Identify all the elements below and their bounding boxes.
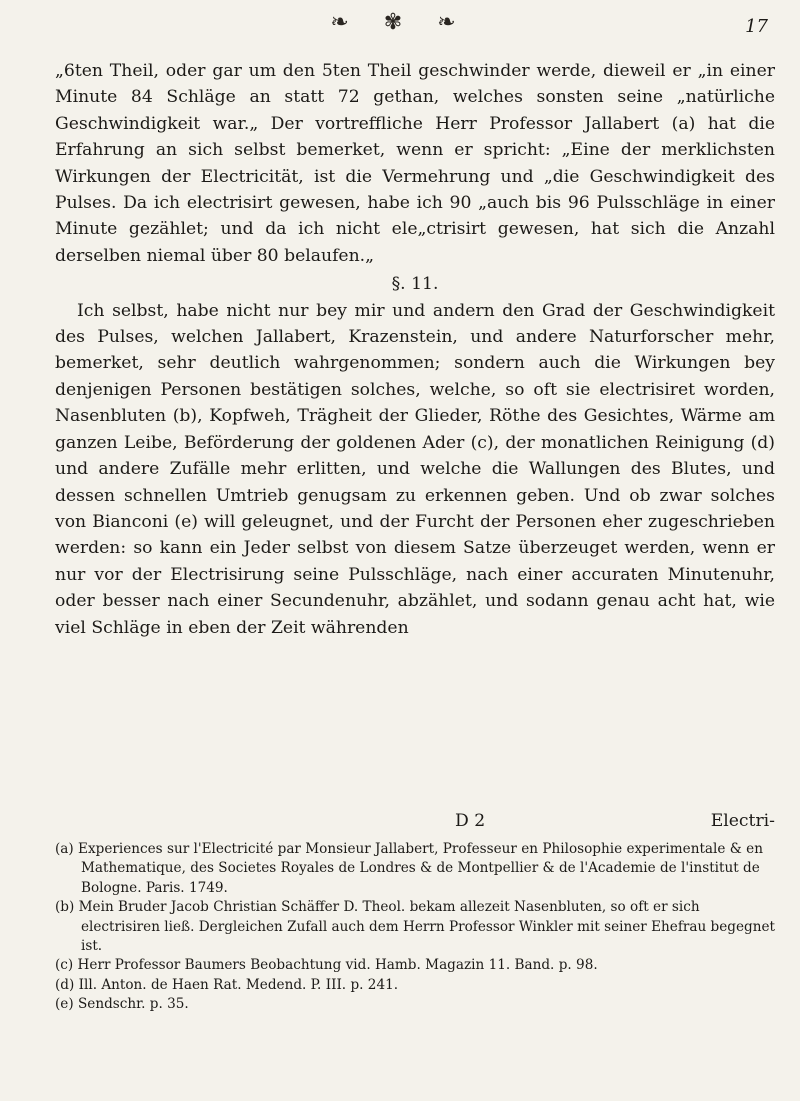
- footnote-a: (a) Experiences sur l'Electricité par Monsieur Jallabert, Professeur en Philosophie experimentale & en Mathematique, des Societes Royales de Londres & de Montpellier & de l'Academie de l'institut de Bologne. Paris. 1749.: [55, 841, 763, 896]
- signature-mark: D 2: [455, 811, 486, 831]
- header-ornament: ❧ ✾ ❧: [330, 10, 470, 35]
- paragraph-quote-continuation: „6ten Theil, oder gar um den 5ten Theil geschwinder werde, dieweil er „in einer Minute 84 Schläge an statt 72 gethan, welches sonsten seine „natürliche Geschwindigkeit war.„ Der vortreffliche Herr Professor Jallabert (a) hat die Erfahrung an sich selbst bemerket, wenn er spricht: „Eine der merklichsten Wirkungen der Electricität, ist die Vermehrung und „die Geschwindigkeit des Pulses. Da ich electrisirt gewesen, habe ich 90 „auch bis 96 Pulsschläge in einer Minute gezählet; und da ich nicht ele„ctrisirt gewesen, hat sich die Anzahl derselben niemal über 80 belaufen.„: [55, 61, 775, 266]
- main-text: [55, 58, 775, 641]
- page-number: 17: [745, 16, 768, 37]
- footnote-e: (e) Sendschr. p. 35.: [55, 996, 189, 1013]
- catchline: [55, 811, 775, 837]
- section-heading: §. 11.: [391, 274, 439, 295]
- footnote-b: (b) Mein Bruder Jacob Christian Schäffer D. Theol. bekam allezeit Nasenbluten, so oft er sich electrisiren ließ. Dergleichen Zufall auch dem Herrn Professor Winkler mit seiner Ehefrau begegnet ist.: [55, 899, 776, 955]
- paragraph-section-11: Ich selbst, habe nicht nur bey mir und andern den Grad der Geschwindigkeit des Pulses, welchen Jallabert, Krazenstein, und andere Naturforscher mehr, bemerket, sehr deutlich wahrgenommen; sondern auch die Wirkungen bey denjenigen Personen bestätigen solches, welche, so oft sie electrisiret worden, Nasenbluten (b), Kopfweh, Trägheit der Glieder, Röthe des Gesichtes, Wärme am ganzen Leibe, Beförderung der goldenen Ader (c), der monatlichen Reinigung (d) und andere Zufälle mehr erlitten, und welche die Wallungen des Blutes, und dessen schnellen Umtrieb genugsam zu erkennen geben. Und ob zwar solches von Bianconi (e) will geleugnet, und der Furcht der Personen eher zugeschrieben werden: so kann ein Jeder selbst von diesem Satze überzeuget werden, wenn er nur vor der Electrisirung seine Pulsschläge, nach einer accuraten Minutenuhr, oder besser nach einer Secundenuhr, abzählet, und sodann genau acht hat, wie viel Schläge in eben der Zeit währenden: [55, 300, 775, 638]
- catchword: Electri-: [710, 811, 775, 831]
- footnote-d: (d) Ill. Anton. de Haen Rat. Medend. P. III. p. 241.: [55, 976, 399, 993]
- footnote-c: (c) Herr Professor Baumers Beobachtung vid. Hamb. Magazin 11. Band. p. 98.: [55, 957, 598, 974]
- footnotes: [55, 840, 775, 1015]
